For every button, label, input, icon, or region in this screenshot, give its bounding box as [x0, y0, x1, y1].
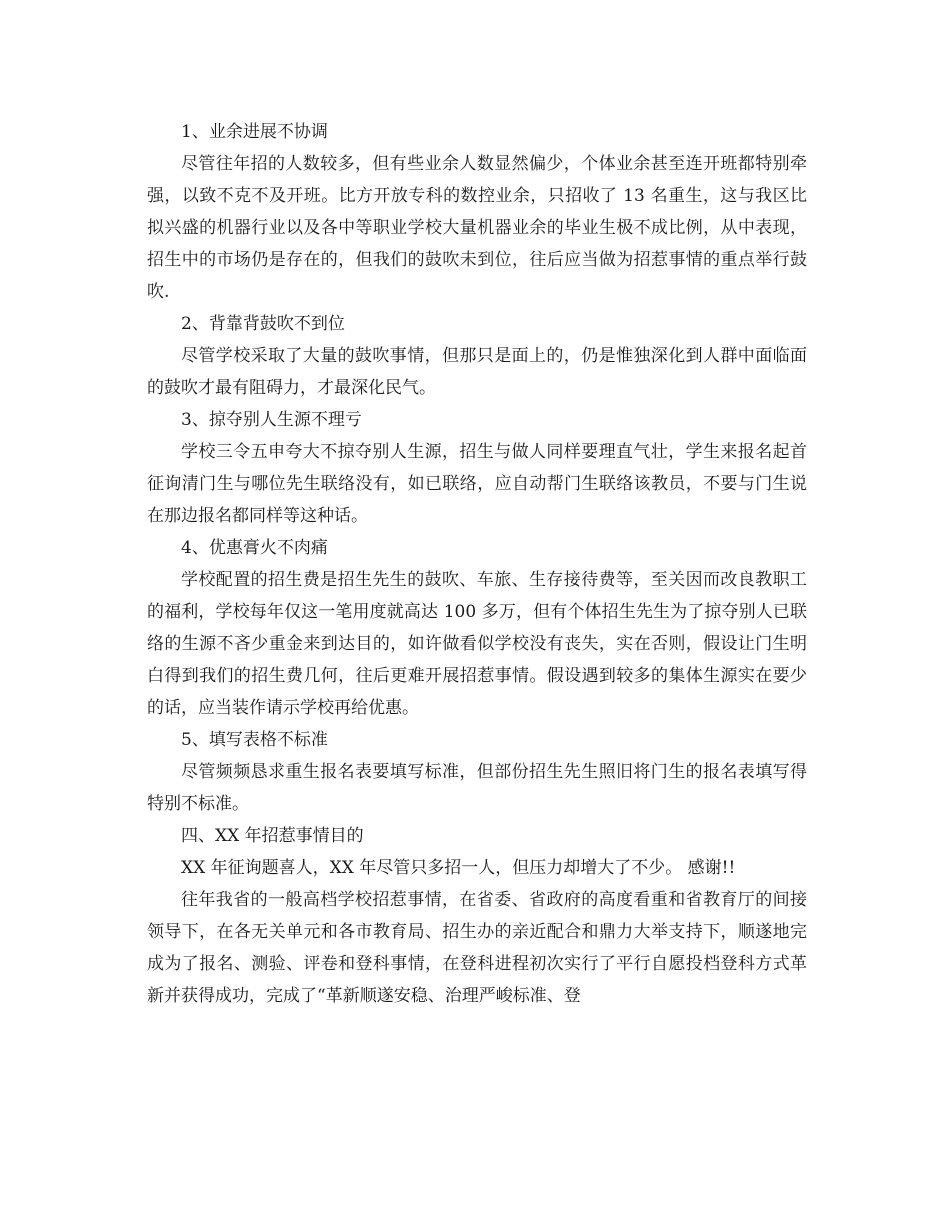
paragraph-4: 学校配置的招生费是招生先生的鼓吹、车旅、生存接待费等，至关因而改良教职工的福利，学校每年仅这一笔用度就高达 100 多万，但有个体招生先生为了掠夺别人已联络的生源不吝少重金来到达目的，如许做看似学校没有丧失，实在否则，假设让门生明白得到我们的招生费几何，往后更难开展招惹事情。假设遇到较多的集体生源实在要少的话，应当装作请示学校再给优惠。 — [147, 570, 807, 718]
paragraph-5: 尽管频频恳求重生报名表要填写标准，但部份招生先生照旧将门生的报名表填写得特别不标准。 — [147, 762, 807, 814]
heading-4: 4、优惠膏火不肉痛 — [181, 538, 328, 558]
paragraph-6: XX 年征询题喜人，XX 年尽管只多招一人，但压力却增大了不少。 感谢!! — [181, 858, 736, 878]
paragraph-2: 尽管学校采取了大量的鼓吹事情，但那只是面上的，仍是惟独深化到人群中面临面的鼓吹才最有阻碍力，才最深化民气。 — [147, 346, 807, 398]
document-body — [147, 116, 807, 1012]
section-heading: 四、XX 年招惹事情目的 — [181, 826, 364, 846]
paragraph-3: 学校三令五申夸大不掠夺别人生源，招生与做人同样要理直气壮，学生来报名起首征询清门生与哪位先生联络没有，如已联络，应自动帮门生联络该教员，不要与门生说在那边报名都同样等这种话。 — [147, 442, 807, 526]
heading-1: 1、业余进展不协调 — [181, 122, 328, 142]
paragraph-7: 往年我省的一般高档学校招惹事情，在省委、省政府的高度看重和省教育厅的间接领导下，在各无关单元和各市教育局、招生办的亲近配合和鼎力大举支持下，顺遂地完成为了报名、测验、评卷和登科事情，在登科进程初次实行了平行自愿投档登科方式革新并获得成功，完成了“革新顺遂安稳、治理严峻标准、登 — [147, 890, 807, 1006]
paragraph-1: 尽管往年招的人数较多，但有些业余人数显然偏少，个体业余甚至连开班都特别牵强，以致不克不及开班。比方开放专科的数控业余，只招收了 13 名重生，这与我区比拟兴盛的机器行业以及各中等职业学校大量机器业余的毕业生极不成比例，从中表现，招生中的市场仍是存在的，但我们的鼓吹未到位，往后应当做为招惹事情的重点举行鼓吹. — [147, 154, 807, 302]
heading-5: 5、填写表格不标准 — [181, 730, 328, 750]
heading-3: 3、掠夺别人生源不理亏 — [181, 410, 362, 430]
heading-2: 2、背靠背鼓吹不到位 — [181, 314, 345, 334]
